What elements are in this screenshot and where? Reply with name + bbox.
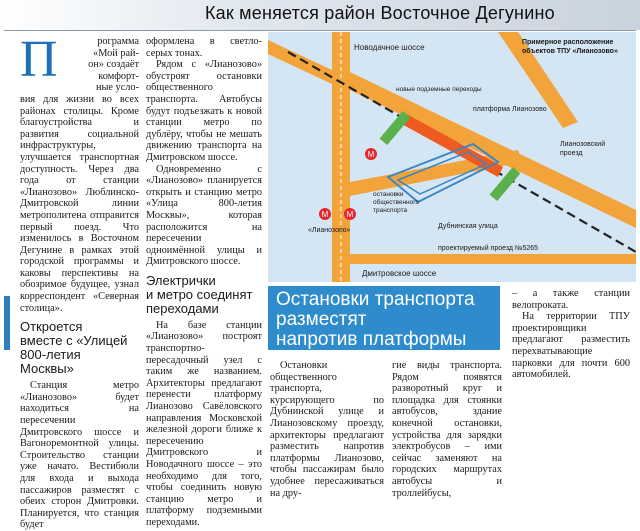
label-metro: «Лианозово» [308, 227, 351, 234]
legend-line-2: объектов ТПУ «Лианозово» [522, 48, 618, 55]
subheading-line: Электрички [146, 272, 216, 288]
label-stops: общественного [373, 199, 420, 206]
tpu-map [268, 32, 636, 282]
label-lianozovsky-1: Лианозовский [560, 141, 606, 148]
pull-quote-line: Остановки транспорта [276, 289, 475, 310]
intro-line: рограмма [97, 36, 139, 47]
pull-quote [276, 290, 475, 350]
paragraph: оформлена в светло-серых тонах. [146, 36, 262, 59]
label-platform: платформа Лианозово [473, 106, 547, 113]
intro-line: ные усло- [95, 82, 139, 94]
subheading-line: переходами [146, 300, 219, 316]
paragraph: – а также станции велопроката. [512, 288, 630, 311]
paragraph: вия для жизни во всех районах столицы. Кроме благоустройства и развития социальной инфраструктуры, улучшается транспортная доступность. Через два года от станции «Лианозово» Люблинско-Дмитровской линии метрополитена отправится первый поезд. Что изменилось в Восточном Дегунине в рамках этой городской программы и каковы перспективы на обозримое будущее, узнал корреспондент «Северная столица». [20, 93, 139, 314]
pull-quote-line: напротив платформы [276, 329, 467, 350]
paragraph: Остановки общественного транспорта, курсирующего по Дубнинской улице и Лианозовскому проезду, архитекторы предлагают разместить напротив платформы Лианозово, чтобы пассажирам было удобнее пересаживаться на дру- [270, 360, 384, 499]
column-4 [392, 360, 502, 499]
label-dubninskaya: Дубнинская улица [438, 223, 498, 230]
page-title: Как меняется район Восточное Дегунино [205, 3, 555, 23]
column-3 [270, 360, 384, 499]
subheading-line: вместе с «Улицей [20, 333, 128, 349]
pull-quote-line: разместят [276, 309, 367, 330]
drop-cap: П [20, 31, 58, 88]
paragraph: Одновременно с «Лианозово» планируется открыть и станцию метро «Улица 800-летия Москвы», которая расположится на пересечении одноимённой улицы и Дмитровского шоссе. [146, 163, 262, 268]
pull-quote-box [268, 286, 500, 350]
column-5 [512, 288, 630, 381]
label-stops: остановки [373, 191, 404, 198]
column-2 [146, 36, 262, 529]
metro-letter: М [346, 210, 354, 219]
column-1 [20, 31, 139, 531]
paragraph: На базе станции «Лианозово» построят транспортно-пересадочный узел с таким же названием. Архитекторы предлагают перенести платформу Лианозово Савёловского направления Московской железной дороги ближе к пересечению Дмитровского и Новодачного шоссе – это необходимо для того, чтобы соединить новую станцию метро и платформу подземными переходами. [146, 319, 262, 528]
header-rule [4, 30, 636, 31]
subheading [20, 320, 139, 376]
metro-letter: М [367, 150, 375, 159]
intro-line: «Мой рай- [93, 47, 139, 59]
label-novodachnoe: Новодачное шоссе [354, 43, 425, 52]
label-stops: транспорта [373, 207, 408, 214]
subheading [146, 274, 262, 316]
paragraph: гие виды транспорта. Рядом появятся разворотный круг и площадка для стоянки автобусов, здание конечной остановки, устройства для зарядки электробусов – ими сейчас заменяют на городских маршрутах автобусы и троллейбусы, [392, 360, 502, 499]
paragraph: Станция метро «Лианозово» будет находиться на пересечении Дмитровского шоссе и Вагоноремонтной улицы. Строительство станции уже начато. Вестибюли для входа и выхода пассажиров разместят с обеих сторон Дмитровки. Планируется, что станция будет [20, 380, 139, 531]
paragraph: Рядом с «Лианозово» обустроят остановки общественного транспорта. Автобусы будут подъезжать к новой станции метро по дублёру, чтобы не мешать движению транспорта на Дмитровском шоссе. [146, 59, 262, 163]
subheading-line: 800-летия [20, 347, 81, 363]
label-dmitrovskoe: Дмитровское шоссе [362, 269, 437, 278]
subheading-line: Москвы» [20, 361, 74, 377]
label-lianozovsky-2: проезд [560, 150, 583, 157]
intro-line: комфорт- [98, 70, 139, 82]
project-road [350, 254, 636, 264]
metro-letter: М [321, 210, 329, 219]
label-crossings: новые подземные переходы [396, 86, 482, 93]
legend-line-1: Примерное расположение [522, 39, 614, 46]
column-accent-bar [4, 296, 10, 350]
label-proezd: проектируемый проезд №5265 [438, 245, 539, 252]
subheading-line: Откроется [20, 319, 83, 335]
paragraph: На территории ТПУ проектировщики предлагают разместить перехватывающие парковки для почти 600 автомобилей. [512, 311, 630, 381]
subheading-line: и метро соединят [146, 286, 253, 302]
intro-line: он» создаёт [88, 59, 139, 71]
map-svg [268, 32, 636, 282]
